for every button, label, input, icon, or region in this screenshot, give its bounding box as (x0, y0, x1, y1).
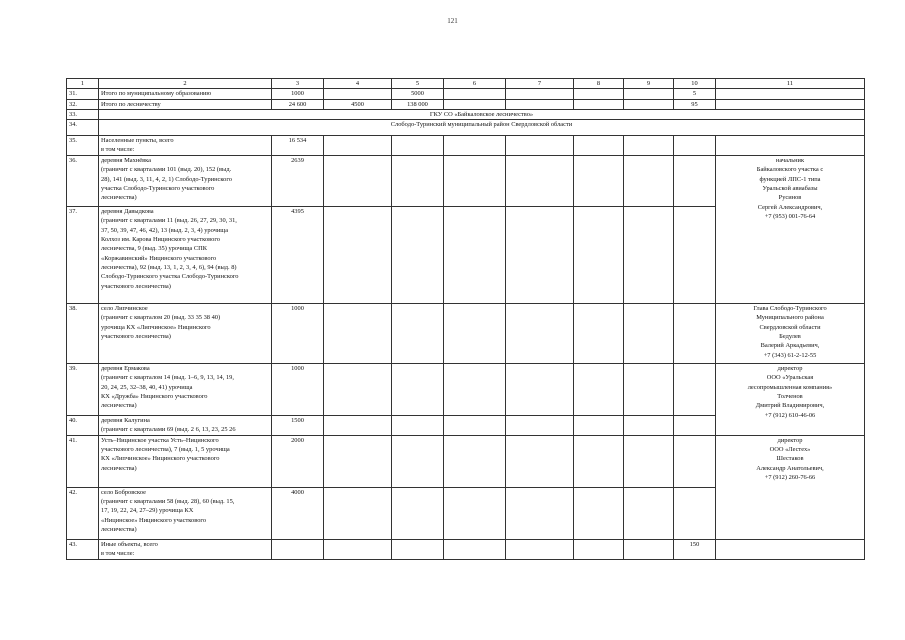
text-line: село Липчинское (101, 305, 148, 313)
cell (574, 156, 624, 207)
cell (574, 487, 624, 539)
contact-line: Свердловской области (759, 323, 821, 331)
cell (444, 304, 506, 364)
row-name (99, 364, 272, 416)
text-line: участка Слободо-Туринского участкового (101, 185, 215, 193)
contact-line: Русинов (778, 194, 802, 202)
col-header: 1 (67, 79, 99, 89)
cell (324, 156, 392, 207)
cell (674, 156, 716, 207)
row-name (99, 487, 272, 539)
cell: 1000 (272, 89, 324, 99)
text-line: (граничит с кварталом 20 (выд. 33 35 38 40) (101, 314, 221, 322)
text-line: Усть–Ницинское участка Усть–Ницинского (101, 436, 219, 444)
text-line: деревня Давыдкова (101, 208, 154, 216)
text-line: 37, 50, 39, 47, 46, 42), 13 (выд. 2, 3, 4) урочища (101, 226, 229, 234)
table-row (67, 156, 865, 207)
table-row (67, 539, 865, 559)
row-number: 42. (67, 487, 99, 539)
cell (506, 304, 574, 364)
row-name: Итого по лесничеству (99, 99, 272, 109)
cell (392, 136, 444, 156)
contact-line: ООО «Лестех» (769, 446, 811, 454)
cell (574, 99, 624, 109)
row-name (99, 136, 272, 156)
cell (716, 539, 865, 559)
row-name (99, 416, 272, 436)
cell (574, 207, 624, 304)
text-line: лесничества) (101, 525, 137, 533)
contact-line: ООО «Уральская (766, 374, 814, 382)
cell (624, 304, 674, 364)
col-header: 4 (324, 79, 392, 89)
cell (674, 416, 716, 436)
col-header: 3 (272, 79, 324, 89)
contact-line: Уральской авиабазы (762, 185, 818, 193)
row-name (99, 207, 272, 304)
text-line: участкового лесничества), 7 (выд. 1, 5 урочища (101, 446, 230, 454)
text-line: урочища КХ «Липчинское» Ницинского (101, 323, 211, 331)
row-number: 39. (67, 364, 99, 416)
table-row (67, 89, 865, 99)
cell (324, 539, 392, 559)
cell (674, 487, 716, 539)
text-line: «Ницинское» Ницинского участкового (101, 516, 207, 524)
cell (272, 539, 324, 559)
row-name: Итого по муниципальному образованию (99, 89, 272, 99)
text-line: лесничества) (101, 402, 137, 410)
text-line: деревня Калугина (101, 417, 150, 425)
text-line: лесничества), 92 (выд. 13, 1, 2, 3, 4, 6), 94 (выд. 8) (101, 263, 237, 271)
section-title: Слободо-Туринский муниципальный район Свердловской области (99, 120, 865, 136)
contact-line: лесопромышленная компания» (747, 383, 833, 391)
page-number: 121 (447, 17, 458, 25)
col-header: 5 (392, 79, 444, 89)
cell (392, 435, 444, 487)
cell (624, 89, 674, 99)
cell: 24 600 (272, 99, 324, 109)
text-line: деревня Махнёвка (101, 157, 151, 165)
contact-line: Валерий Аркадьевич, (760, 342, 820, 350)
cell (392, 364, 444, 416)
text-line: (граничит с кварталами 11 (выд. 26, 27, 29, 30, 31, (101, 217, 237, 225)
cell (392, 304, 444, 364)
cell (624, 136, 674, 156)
cell (624, 416, 674, 436)
cell (506, 539, 574, 559)
contact-line: начальник (775, 157, 805, 165)
cell (444, 364, 506, 416)
col-header: 11 (716, 79, 865, 89)
row-number: 36. (67, 156, 99, 207)
cell (324, 207, 392, 304)
cell: 5000 (392, 89, 444, 99)
cell (506, 89, 574, 99)
text-line: Слободо-Туринского участка Слободо-Туринского (101, 273, 239, 281)
cell (444, 435, 506, 487)
contact-line: директор (777, 436, 803, 444)
contact-line: +7 (953) 001-76-64 (764, 212, 816, 220)
cell (444, 99, 506, 109)
row-name (99, 156, 272, 207)
row-name (99, 539, 272, 559)
cell (506, 99, 574, 109)
text-line: КХ «Липчинское» Ницинского участкового (101, 455, 220, 463)
text-line: 17, 19, 22, 24, 27–29) урочища КХ (101, 507, 194, 515)
row-number: 31. (67, 89, 99, 99)
cell (506, 156, 574, 207)
cell (324, 89, 392, 99)
cell (444, 539, 506, 559)
cell (574, 304, 624, 364)
cell (392, 207, 444, 304)
contact-line: Муниципального района (756, 314, 824, 322)
cell: 2639 (272, 156, 324, 207)
cell (674, 136, 716, 156)
text-line: деревня Ермакова (101, 365, 150, 373)
cell (392, 539, 444, 559)
contact-line: Шестаков (776, 455, 804, 463)
cell (506, 364, 574, 416)
cell (624, 364, 674, 416)
contact-line: +7 (912) 260-76-66 (764, 473, 816, 481)
cell (506, 136, 574, 156)
cell (574, 416, 624, 436)
text-line: лесничества, 9 (выд. 35) урочища СПК (101, 245, 208, 253)
text-line: лесничества) (101, 194, 137, 202)
text-line: (граничит с кварталами 101 (выд. 20), 152 (выд. (101, 166, 232, 174)
row-number: 35. (67, 136, 99, 156)
cell (574, 89, 624, 99)
cell (716, 136, 865, 156)
cell (624, 207, 674, 304)
text-line: 20, 24, 25, 32–38, 40, 41) урочища (101, 383, 193, 391)
cell (392, 156, 444, 207)
cell (444, 89, 506, 99)
cell (674, 304, 716, 364)
cell: 16 534 (272, 136, 324, 156)
cell (324, 304, 392, 364)
row-number: 40. (67, 416, 99, 436)
cell (444, 156, 506, 207)
table-row (67, 304, 865, 364)
contact-line: Сергей Александрович, (757, 203, 823, 211)
contact-cell (716, 304, 865, 364)
text-line: участкового лесничества) (101, 333, 171, 341)
text-line: в том числе: (101, 550, 135, 558)
cell: 4000 (272, 487, 324, 539)
cell (674, 435, 716, 487)
contact-line: функцией ЛПС-1 типа (759, 175, 821, 183)
cell (506, 207, 574, 304)
row-number: 32. (67, 99, 99, 109)
contact-line: +7 (912) 610-46-06 (764, 411, 816, 419)
row-name (99, 304, 272, 364)
table-row (67, 99, 865, 109)
text-line: КХ «Дружба» Ницинского участкового (101, 393, 208, 401)
cell (324, 435, 392, 487)
cell (574, 435, 624, 487)
cell (674, 207, 716, 304)
cell (444, 487, 506, 539)
cell (392, 487, 444, 539)
row-number: 43. (67, 539, 99, 559)
text-line: (граничит с кварталами 69 (выд. 2 6, 13, 23, 25 26 (101, 426, 236, 434)
cell: 2000 (272, 435, 324, 487)
cell: 5 (674, 89, 716, 99)
text-line: Колхоз им. Карова Ницинского участкового (101, 236, 220, 244)
text-line: «Коржавинский» Ницинского участкового (101, 254, 217, 262)
col-header: 8 (574, 79, 624, 89)
table-row (67, 120, 865, 136)
cell (716, 99, 865, 109)
contact-line: Глава Слободо-Туринского (753, 305, 827, 313)
row-number: 41. (67, 435, 99, 487)
cell: 1000 (272, 304, 324, 364)
contact-cell (716, 364, 865, 436)
cell: 1000 (272, 364, 324, 416)
contact-line: Дмитрий Владимирович, (755, 402, 825, 410)
cell (624, 435, 674, 487)
contact-line: Байкаловского участка с (756, 166, 824, 174)
cell: 1500 (272, 416, 324, 436)
cell (716, 89, 865, 99)
col-header: 7 (506, 79, 574, 89)
cell (674, 364, 716, 416)
text-line: Иные объекты, всего (101, 540, 158, 548)
col-header: 2 (99, 79, 272, 89)
cell (624, 539, 674, 559)
text-line: лесничества) (101, 464, 137, 472)
cell (506, 416, 574, 436)
contact-cell (716, 156, 865, 304)
cell (324, 364, 392, 416)
cell (574, 539, 624, 559)
cell (624, 487, 674, 539)
contact-line: Александр Анатольевич, (756, 464, 824, 472)
cell (444, 416, 506, 436)
header-row (67, 79, 865, 89)
row-name (99, 435, 272, 487)
contact-line: Бедулев (779, 333, 801, 341)
cell (624, 99, 674, 109)
col-header: 6 (444, 79, 506, 89)
row-number: 37. (67, 207, 99, 304)
contact-line: директор (777, 365, 803, 373)
text-line: (граничит с кварталами 58 (выд. 28), 60 (выд. 15, (101, 498, 235, 506)
table-row (67, 109, 865, 119)
col-header: 10 (674, 79, 716, 89)
cell: 4500 (324, 99, 392, 109)
section-title: ГКУ СО «Байкаловское лесничество» (99, 109, 865, 119)
cell (574, 364, 624, 416)
row-number: 38. (67, 304, 99, 364)
contact-line: +7 (343) 61-2-12-55 (763, 351, 817, 359)
cell (444, 136, 506, 156)
cell (624, 156, 674, 207)
table-row (67, 435, 865, 487)
forest-objects-table (66, 78, 865, 560)
cell: 150 (674, 539, 716, 559)
cell (506, 487, 574, 539)
cell (324, 416, 392, 436)
cell (324, 136, 392, 156)
text-line: (граничит с кварталом 14 (выд. 1–6, 9, 13, 14, 19, (101, 374, 234, 382)
contact-line: Толченов (777, 393, 803, 401)
table-row (67, 364, 865, 416)
cell (506, 435, 574, 487)
col-header: 9 (624, 79, 674, 89)
row-number: 34. (67, 120, 99, 136)
row-number: 33. (67, 109, 99, 119)
contact-cell (716, 435, 865, 539)
cell (574, 136, 624, 156)
text-line: село Бобровское (101, 488, 146, 496)
cell (392, 416, 444, 436)
cell: 4395 (272, 207, 324, 304)
text-line: в том числе: (101, 146, 135, 154)
cell: 95 (674, 99, 716, 109)
cell (444, 207, 506, 304)
text-line: 28), 141 (выд. 3, 11, 4, 2, 1) Слободо-Туринского (101, 175, 232, 183)
cell: 138 000 (392, 99, 444, 109)
cell (324, 487, 392, 539)
text-line: Населенные пункты, всего (101, 137, 174, 145)
table-row (67, 136, 865, 156)
text-line: участкового лесничества) (101, 282, 171, 290)
